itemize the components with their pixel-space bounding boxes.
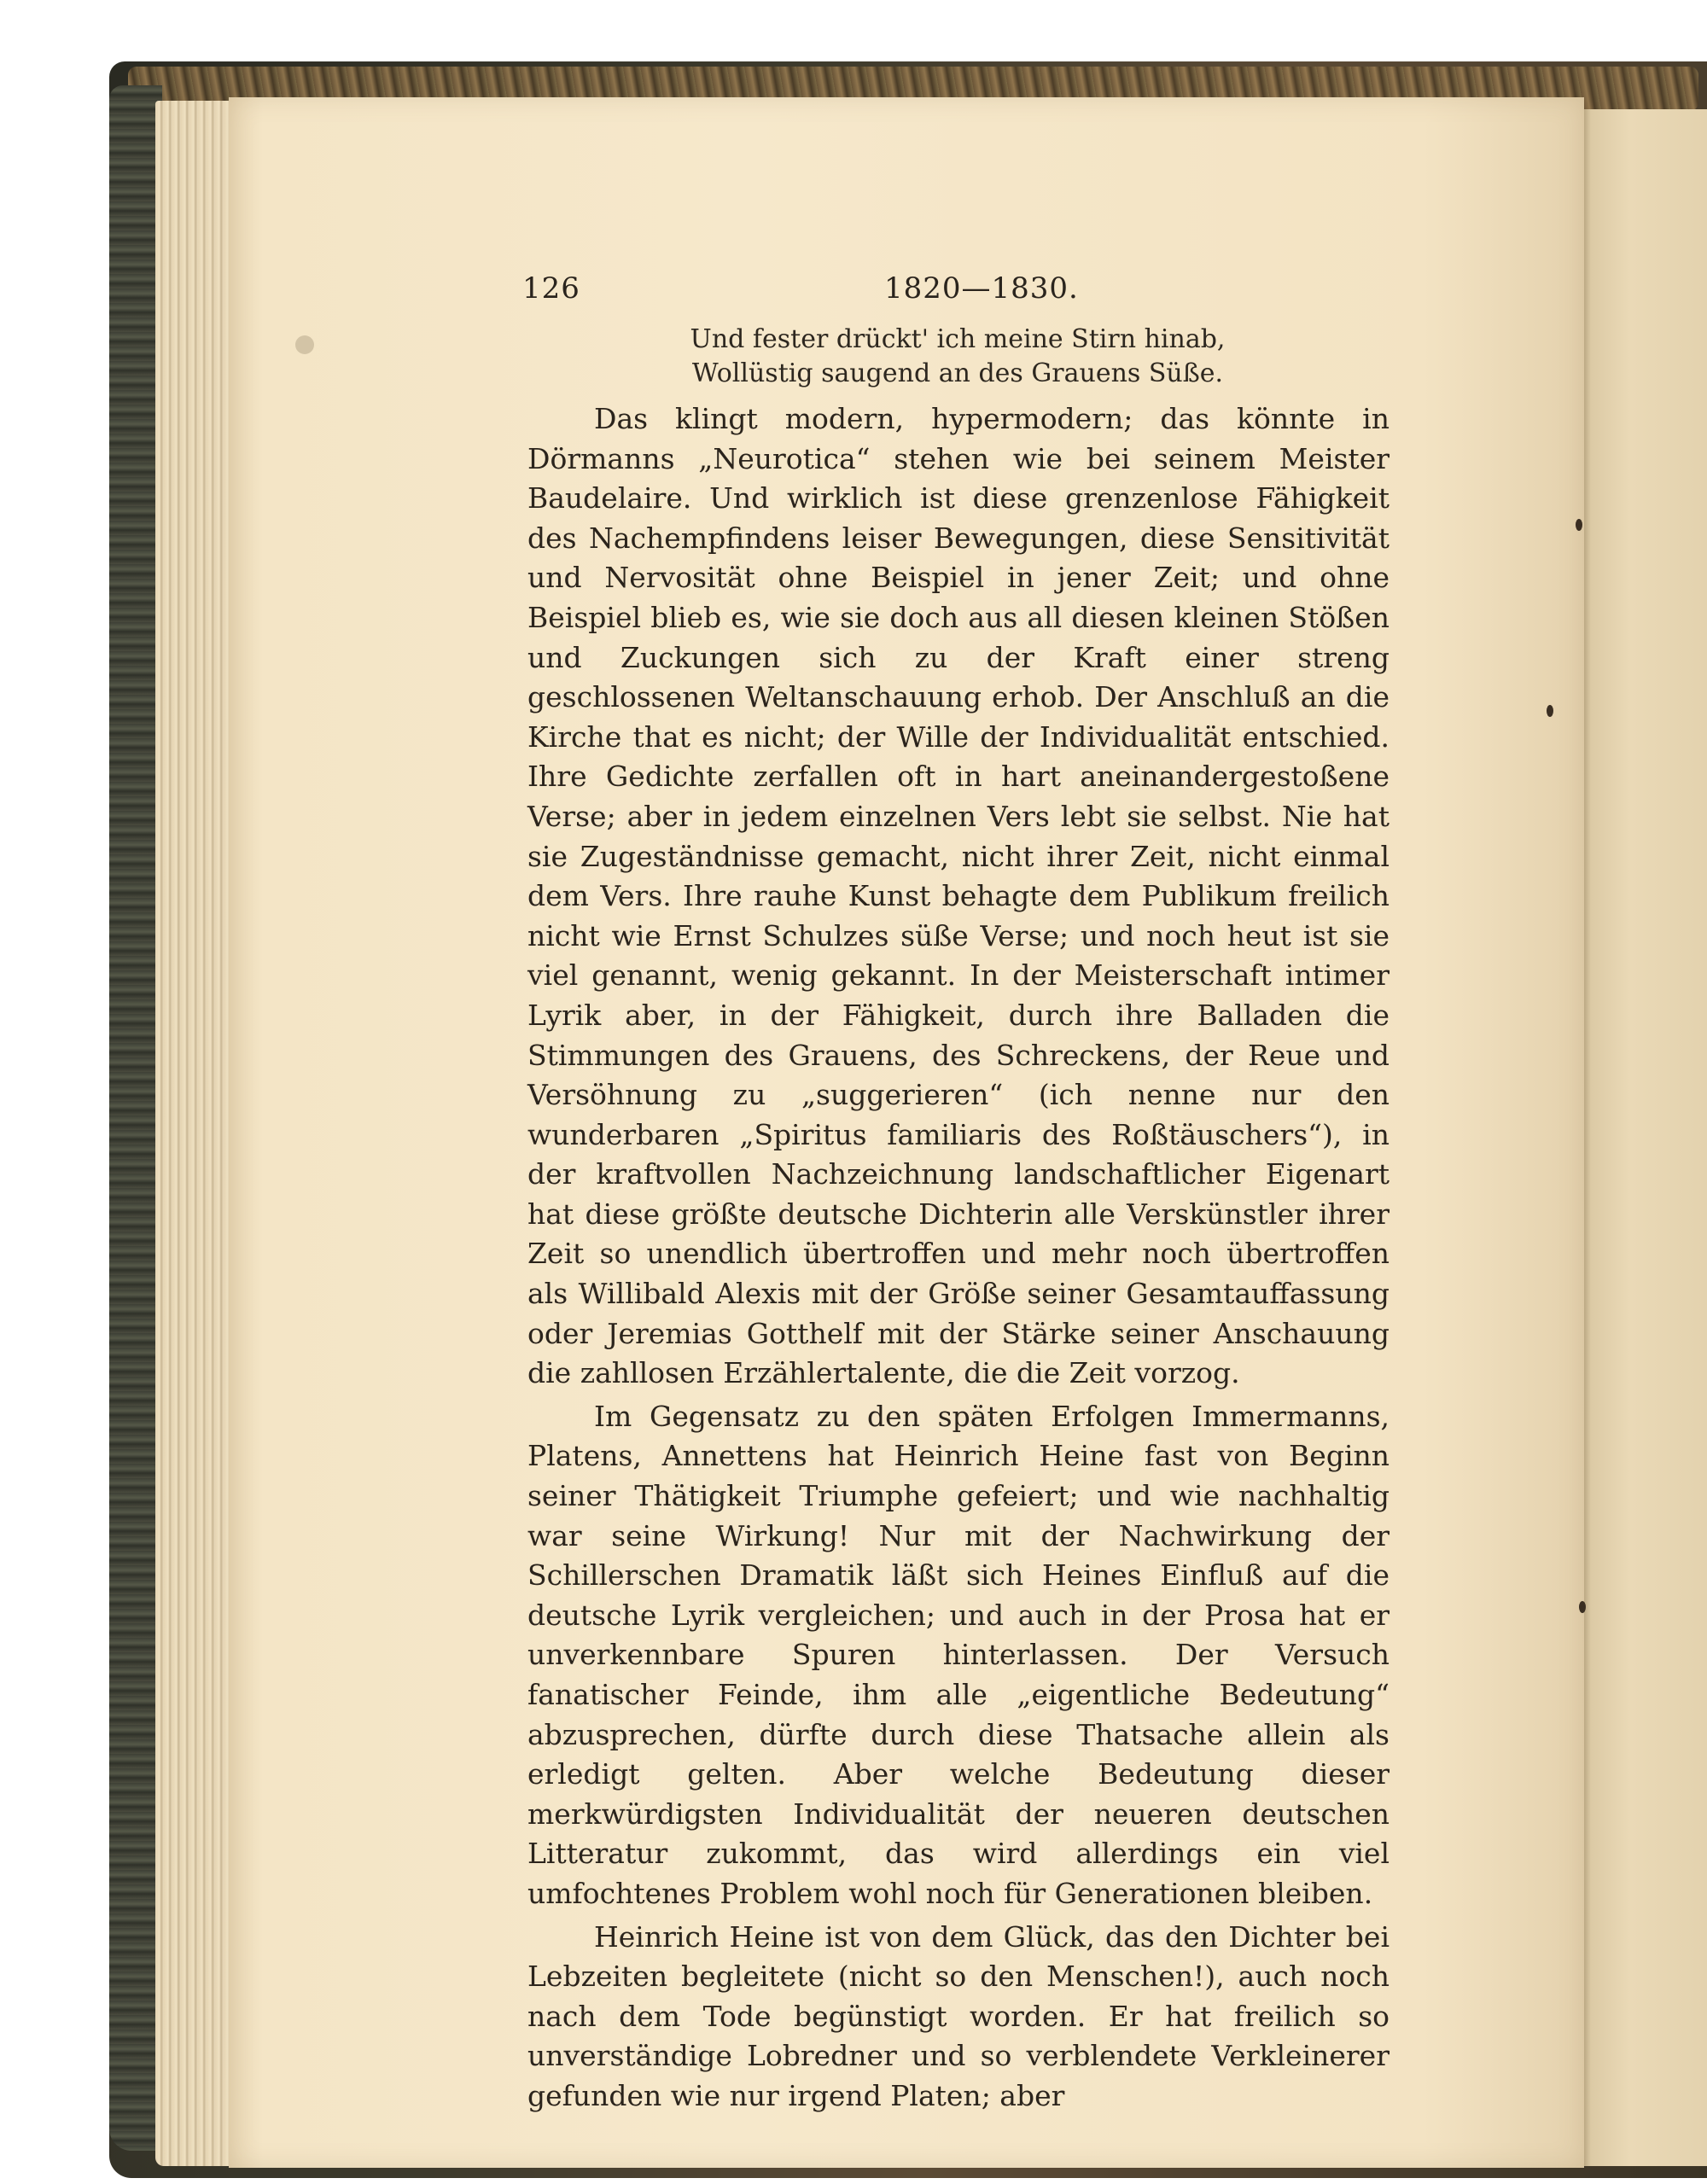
adjacent-page (1579, 109, 1707, 2166)
verse-quote (522, 323, 1393, 391)
verse-line: Wollüstig saugend an des Grauens Süße. (691, 358, 1224, 388)
binding-hole (295, 335, 314, 354)
page-number: 126 (522, 271, 580, 306)
body-text (527, 399, 1389, 2120)
paper-smudge (1576, 519, 1582, 531)
paper-smudge (1547, 705, 1553, 717)
running-head: 1820—1830. (884, 271, 1079, 306)
paragraph: Das klingt modern, hypermodern; das könnte in Dörmanns „Neurotica“ stehen wie bei seinem Meister Baudelaire. Und wirklich ist diese grenzenlose Fähigkeit des Nachempfindens leiser Bewegungen, diese Sensitivität und Nervosität ohne Beispiel in jener Zeit; und ohne Beispiel blieb es, wie sie doch aus all diesen kleinen Stößen und Zuckungen sich zu der Kraft einer streng geschlossenen Weltanschauung erhob. Der Anschluß an die Kirche that es nicht; der Wille der Individualität entschied. Ihre Gedichte zerfallen oft in hart aneinandergestoßene Verse; aber in jedem einzelnen Vers lebt sie selbst. Nie hat sie Zugeständnisse gemacht, nicht ihrer Zeit, nicht einmal dem Vers. Ihre rauhe Kunst behagte dem Publikum freilich nicht wie Ernst Schulzes süße Verse; und noch heut ist sie viel genannt, wenig gekannt. In der Meisterschaft intimer Lyrik aber, in der Fähigkeit, durch ihre Balladen die Stimmungen des Grauens, des Schreckens, der Reue und Versöhnung zu „suggerieren“ (ich nenne nur den wunderbaren „Spiritus familiaris des Roßtäuschers“), in der kraftvollen Nachzeichnung landschaftlicher Eigenart hat diese größte deutsche Dichterin alle Verskünstler ihrer Zeit so unendlich übertroffen und mehr noch übertroffen als Willibald Alexis mit der Größe seiner Gesamtauffassung oder Jeremias Gotthelf mit der Stärke seiner Anschauung die zahllosen Erzählertalente, die die Zeit vorzog. (527, 402, 1389, 1390)
paper-smudge (1579, 1601, 1586, 1613)
paragraph: Im Gegensatz zu den späten Erfolgen Immermanns, Platens, Annettens hat Heinrich Heine fast von Beginn seiner Thätigkeit Triumphe gefeiert; und wie nachhaltig war seine Wirkung! Nur mit der Nachwirkung der Schillerschen Dramatik läßt sich Heines Einfluß auf die deutsche Lyrik vergleichen; und auch in der Prosa hat er unverkennbare Spuren hinterlassen. Der Versuch fanatischer Feinde, ihm alle „eigentliche Bedeutung“ abzusprechen, dürfte durch diese Thatsache allein als erledigt gelten. Aber welche Bedeutung dieser merkwürdigsten Individualität der neueren deutschen Litteratur zukommt, das wird allerdings ein viel umfochtenes Problem wohl noch für Generationen bleiben. (527, 1399, 1389, 1910)
paragraph: Heinrich Heine ist von dem Glück, das den Dichter bei Lebzeiten begleitete (nicht so den Menschen!), auch noch nach dem Tode begünstigt worden. Er hat freilich so unverständige Lobredner und so verblendete Verkleinerer gefunden wie nur irgend Platen; aber (527, 1919, 1389, 2112)
page-header (522, 271, 1393, 314)
verse-line: Und fester drückt' ich meine Stirn hinab, (690, 324, 1226, 354)
book-spine (109, 85, 162, 2151)
